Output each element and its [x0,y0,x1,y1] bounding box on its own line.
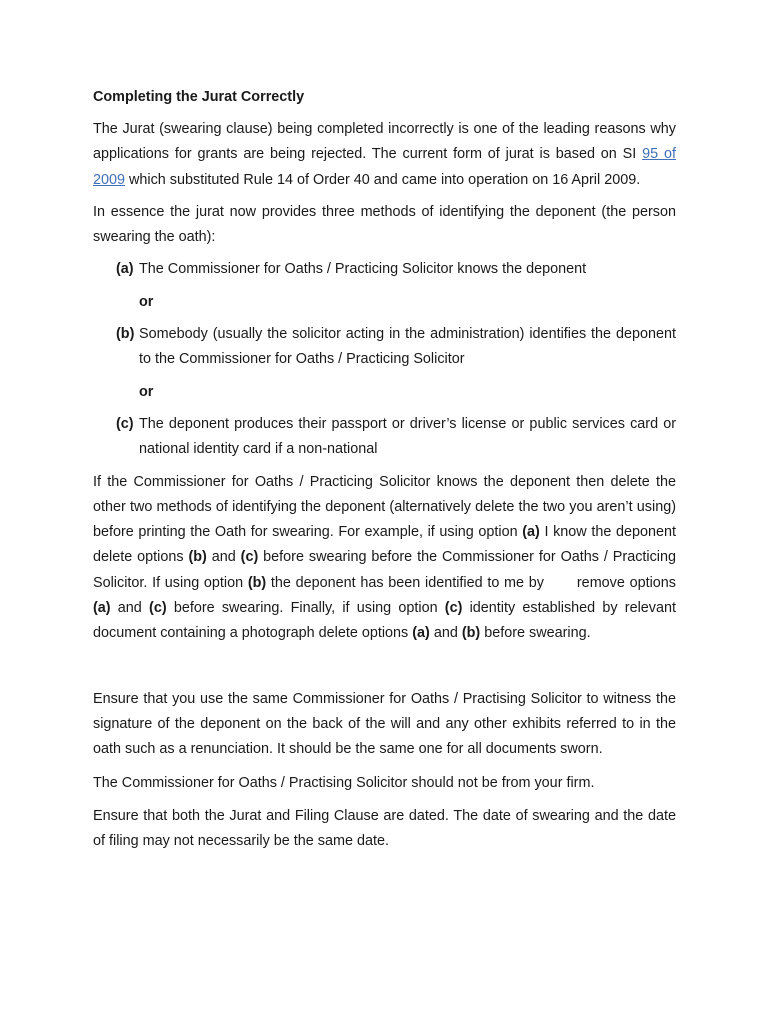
option-label: (a) [116,261,134,278]
option-text: The Commissioner for Oaths / Practicing Solicitor knows the deponent [139,261,587,278]
option-ref: (b) [188,549,207,566]
paragraph-spacer [93,655,676,687]
instructions-paragraph [93,470,676,647]
option-item-a [116,257,676,282]
instruction-text: before swearing. Finally, if using option [166,600,445,617]
instruction-text: I know the deponent delete options [93,524,676,566]
instruction-text: and [429,625,462,642]
or-separator: or [139,293,154,310]
option-ref: (c) [149,600,167,617]
option-ref: (a) [412,625,430,642]
instruction-text: before swearing before the Commissioner for Oaths / Practicing Solicitor. If using option [93,549,676,591]
document-page [93,86,676,862]
instruction-text: If the Commissioner for Oaths / Practicing Solicitor knows the deponent then delete the other two methods of identifying the deponent (alternatively delete the two you aren’t using) before printing the Oath for swearing. For example, if using option [93,473,676,541]
intro-text: The Jurat (swearing clause) being completed incorrectly is one of the leading reasons why applications for grants are being rejected. The current form of jurat is based on SI [93,121,676,163]
option-item-c [116,412,676,463]
si-link[interactable]: 95 of 2009 [93,146,676,188]
dated-paragraph: Ensure that both the Jurat and Filing Clause are dated. The date of swearing and the date of filing may not necessarily be the same date. [93,807,676,850]
option-ref: (a) [522,524,540,541]
intro-text-end: which substituted Rule 14 of Order 40 and came into operation on 16 April 2009. [125,171,641,188]
page-title: Completing the Jurat Correctly [93,89,305,105]
instruction-text: and [206,549,241,566]
option-ref: (c) [240,549,259,566]
option-ref: (b) [247,574,267,591]
option-label: (c) [116,415,134,432]
same-commissioner-paragraph: Ensure that you use the same Commissioner for Oaths / Practising Solicitor to witness the signature of the deponent on the back of the will and any other exhibits referred to in the oath such as a renunciation. It should be the same one for all documents sworn. [93,690,676,758]
option-item-b [116,322,676,373]
option-text: Somebody (usually the solicitor acting in the administration) identifies the deponent to the Commissioner for Oaths / Practicing Solicitor [139,326,676,368]
option-ref: (b) [461,625,481,642]
option-label: (b) [116,326,135,343]
option-ref: (c) [444,600,463,617]
instruction-text: before swearing. [480,625,591,642]
option-text: The deponent produces their passport or driver’s license or public services card or national identity card if a non-national [139,415,676,458]
or-separator: or [139,383,154,400]
instruction-text: the deponent has been identified to me by remove options [266,574,676,591]
option-ref: (a) [93,600,111,617]
instruction-text: identity established by relevant document containing a photograph delete options [93,600,676,642]
instruction-text: and [110,600,150,617]
intro-paragraph [93,117,676,193]
essence-paragraph: In essence the jurat now provides three methods of identifying the deponent (the person swearing the oath): [93,203,676,246]
not-from-firm-paragraph: The Commissioner for Oaths / Practising Solicitor should not be from your firm. [93,774,595,791]
